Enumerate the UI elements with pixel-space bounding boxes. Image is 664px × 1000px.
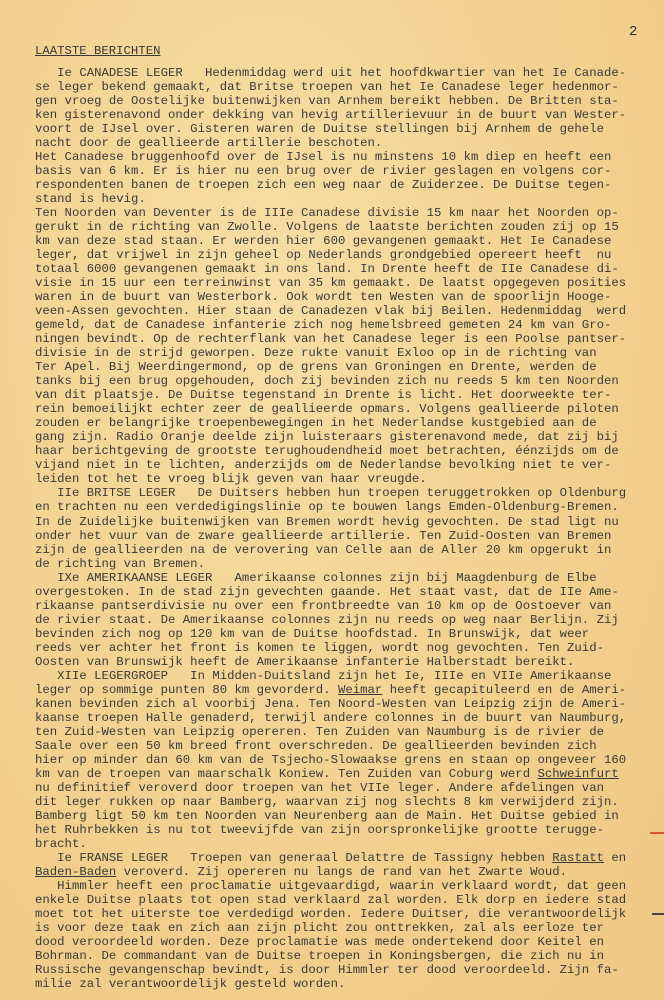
text-line: zouden er belangrijke troepenbewegingen in het Nederlandse kustgebied aan de (35, 416, 597, 431)
text-line: bevinden zich nog op 120 km van de Duitse hoofdstad. In Brunswijk, dat weer (35, 626, 590, 641)
margin-mark (652, 913, 664, 915)
text-line: het Ruhrbekken is nu tot tweevijfde van zijn oorspronkelijke grootte terugge- (35, 822, 604, 837)
text-line: en trachten nu een verdedigingslinie op te bouwen langs Emden-Oldenburg-Bremen. (35, 500, 619, 515)
underlined-place-name: Rastatt (552, 850, 604, 865)
text-line: gerukt in de richting van Zwolle. Volgens de laatste berichten zouden zij op 15 (35, 220, 619, 235)
text-line: se leger bekend gemaakt, dat Britse troepen van het Ie Canadese leger hedenmor- (35, 80, 619, 95)
text-line: enkele Duitse plaats tot open stad verklaard zal worden. Elk dorp en iedere stad (35, 892, 627, 907)
text-line: leger op sommige punten 80 km gevorderd. Weimar heeft gecapituleerd en de Ameri- (35, 682, 627, 697)
text-line: leger, dat vrijwel in zijn geheel op Nederlands grondgebied opereert heeft nu (35, 248, 612, 263)
text-line: bracht. (35, 836, 87, 851)
underlined-place-name: Weimar (337, 682, 383, 697)
text-line: IIe BRITSE LEGER De Duitsers hebben hun troepen teruggetrokken op Oldenburg (35, 486, 627, 501)
page-number: 2 (629, 24, 638, 40)
text-line: kaanse troepen Halle genaderd, terwijl andere colonnes in de buurt van Naumburg, (35, 710, 627, 725)
text-line: Oosten van Brunswijk heeft de Amerikaanse infanterie Halberstadt bereikt. (35, 654, 575, 669)
text-line: respondenten banen de troepen zich een weg naar de Zuiderzee. De Duitse tegen- (35, 178, 612, 193)
text-line: overgestoken. In de stad zijn gevechten gaande. Het staat vast, dat de IIe Ame- (35, 584, 619, 599)
text-line: nacht door de geallieerde artillerie beschoten. (35, 136, 383, 151)
text-line: ken gisterenavond onder dekking van hevig artillerievuur in de buurt van Wester- (35, 108, 627, 123)
text-line: Ie FRANSE LEGER Troepen van generaal Delattre de Tassigny hebben Rastatt en (35, 850, 627, 865)
text-line: rein bemoeilijkt echter zeer de geallieerde opmars. Volgens geallieerde piloten (35, 402, 619, 417)
text-line: van dit plaatsje. De Duitse tegenstand in Drente is licht. Het doorweekte ter- (35, 388, 612, 403)
text-line: gemeld, dat de Canadese infanterie zich nog hemelsbreed gemeten 24 km van Gro- (35, 318, 612, 333)
text-line: ten Zuid-Westen van Leipzig opereren. Ten Zuiden van Naumburg is de rivier de (35, 724, 604, 739)
text-line: km van deze stad staan. Er werden hier 600 gevangenen gemaakt. Het Ie Canadese (35, 234, 612, 249)
document-title: LAATSTE BERICHTEN (35, 44, 161, 58)
text-line: de richting van Bremen. (35, 556, 205, 571)
text-line: onder het vuur van de zware geallieerde artillerie. Ten Zuid-Oosten van Bremen (35, 528, 612, 543)
text-line: stand is hevig. (35, 192, 146, 207)
text-line: basis van 6 km. Er is hier nu een brug over de rivier geslagen en volgens cor- (35, 164, 612, 179)
text-line: reeds ver achter het front is komen te liggen, wordt nog gevochten. Ten Zuid- (35, 640, 604, 655)
text-line: gang zijn. Radio Oranje deelde zijn luisteraars gisterenavond mede, dat zij bij (35, 430, 619, 445)
text-line: dood veroordeeld worden. Deze proclamatie was mede ondertekend door Keitel en (35, 934, 604, 949)
text-line: is voor deze taak en zich aan zijn plicht zou onttrekken, zal als eerloze ter (35, 920, 604, 935)
text-line: leiden tot het te vroeg blijk geven van haar vreugde. (35, 472, 427, 487)
text-line: Ten Noorden van Deventer is de IIIe Canadese divisie 15 km naar het Noorden op- (35, 206, 619, 221)
text-line: Baden-Baden veroverd. Zij opereren nu langs de rand van het Zwarte Woud. (35, 864, 568, 879)
text-line: zijn de geallieerden na de verovering van Celle aan de Aller 20 km opgerukt in (35, 542, 612, 557)
text-line: gen vroeg de Oostelijke buitenwijken van Arnhem bereikt hebben. De Britten sta- (35, 94, 619, 109)
text-line: totaal 6000 gevangenen gemaakt in ons land. In Drente heeft de IIe Canadese di- (35, 262, 619, 277)
text-line: Ie CANADESE LEGER Hedenmiddag werd uit het hoofdkwartier van het Ie Canade- (35, 66, 627, 80)
text-line: voort de IJsel over. Gisteren waren de Duitse stellingen bij Arnhem de gehele (35, 122, 604, 137)
text-line: veen-Assen gevochten. Hier staan de Canadezen vlak bij Beilen. Hedenmiddag werd (35, 304, 627, 319)
text-line: kanen bevinden zich al voorbij Jena. Ten Noord-Westen van Leipzig zijn de Ameri- (35, 696, 627, 711)
document-body (35, 66, 626, 991)
text-line: XIIe LEGERGROEP In Midden-Duitsland zijn het Ie, IIIe en VIIe Amerikaanse (35, 668, 612, 683)
text-line: dit leger rukken op naar Bamberg, waarvan zij nog slechts 8 km verwijderd zijn. (35, 794, 619, 809)
underlined-place-name: Schweinfurt (537, 766, 619, 781)
text-line: km van de troepen van maarschalk Koniew. Ten Zuiden van Coburg werd Schweinfurt (35, 766, 619, 781)
underlined-place-name: Baden-Baden (35, 864, 117, 879)
text-line: Saale over een 50 km breed front overschreden. De geallieerden bevinden zich (35, 738, 597, 753)
margin-mark (650, 832, 664, 834)
text-line: In de Zuidelijke buitenwijken van Bremen wordt hevig gevochten. De stad ligt nu (35, 514, 619, 529)
text-line: visie in 15 uur een terreinwinst van 35 km gemaakt. De laatst opgegeven posities (35, 276, 627, 291)
text-line: divisie in de strijd geworpen. Deze rukte vanuit Exloo op in de richting van (35, 346, 597, 361)
text-line: hier op minder dan 60 km van de Tsjecho-Slowaakse grens en staan op ongeveer 160 (35, 752, 627, 767)
text-line: Himmler heeft een proclamatie uitgevaardigd, waarin verklaard wordt, dat geen (35, 878, 627, 893)
text-line: moet tot het uiterste toe verdedigd worden. Iedere Duitser, die verantwoordelijk (35, 906, 627, 921)
text-line: rikaanse pantserdivisie nu over een frontbreedte van 10 km op de Oostoever van (35, 598, 612, 613)
text-line: de rivier staat. De Amerikaanse colonnes zijn nu reeds op weg naar Berlijn. Zij (35, 612, 619, 627)
text-line: Ter Apel. Bij Weerdingermond, op de grens van Groningen en Drente, werden de (35, 360, 597, 375)
text-line: Russische gevangenschap bevindt, is door Himmler ter dood veroordeeld. Zijn fa- (35, 963, 619, 977)
text-line: IXe AMERIKAANSE LEGER Amerikaanse colonnes zijn bij Maagdenburg de Elbe (35, 570, 597, 585)
text-line: Het Canadese bruggenhoofd over de IJsel is nu minstens 10 km diep en heeft een (35, 150, 612, 165)
text-line: haar berichtgeving de grootste terughoudendheid moet betrachten, éénzijds om de (35, 444, 619, 459)
text-line: Bohrman. De commandant van de Duitse troepen in Koningsbergen, die zich nu in (35, 948, 604, 963)
text-line: Bamberg ligt 50 km ten Noorden van Neurenberg aan de Main. Het Duitse gebied in (35, 808, 619, 823)
text-line: ningen bevindt. Op de rechterflank van het Canadese leger is een Poolse pantser- (35, 332, 627, 347)
text-line: waren in de buurt van Westerbork. Ook wordt ten Westen van de spoorlijn Hooge- (35, 290, 612, 305)
text-line: milie zal verantwoordelijk gesteld worden. (35, 977, 346, 992)
text-line: nu definitief veroverd door troepen van het VIIe leger. Andere afdelingen van (35, 780, 604, 795)
text-line: tanks bij een brug opgehouden, doch zij bevinden zich nu reeds 5 km ten Noorden (35, 374, 619, 389)
text-line: vijand niet in te lichten, anderzijds om de Nederlandse bevolking niet te ver- (35, 458, 612, 473)
